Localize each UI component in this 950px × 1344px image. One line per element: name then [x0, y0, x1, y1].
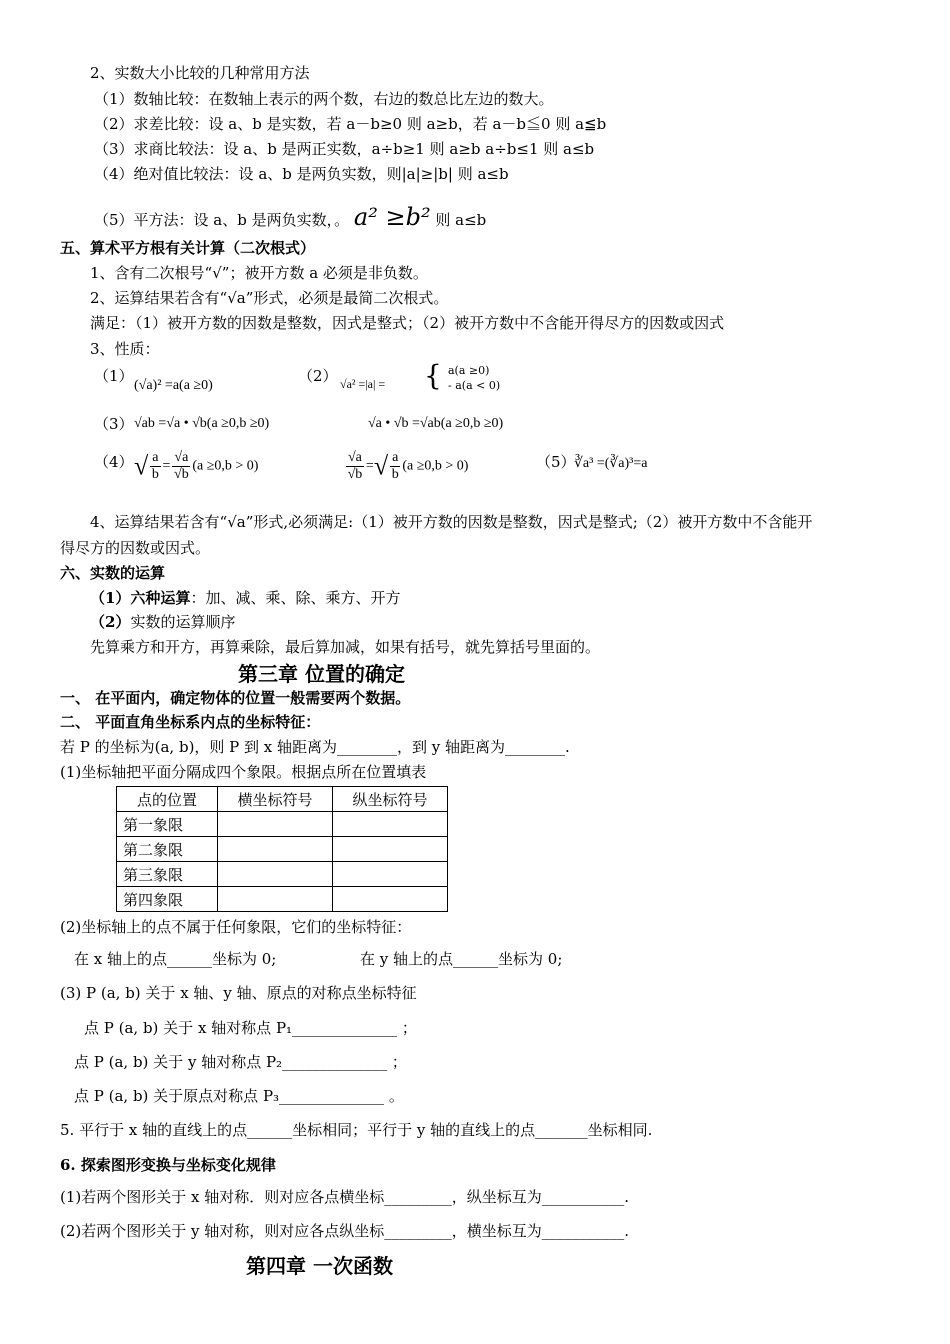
section-6-title: 六、实数的运算 — [60, 564, 166, 582]
table-cell: 第三象限 — [117, 862, 218, 887]
sqrt-icon: √ — [134, 451, 149, 481]
left-brace-icon: { — [424, 359, 442, 392]
property-3-label: （3） — [94, 415, 134, 433]
ch3-transform-y: (2)若两个图形关于 y 轴对称，则对应各点纵坐标_________，横坐标互为___________. — [60, 1222, 630, 1240]
ch3-axis-points: (2)坐标轴上的点不属于任何象限，它们的坐标特征： — [60, 918, 412, 936]
sec6-point-1-rest: ：加、减、乘、除、乘方、开方 — [190, 589, 401, 607]
compare-method-1: （1）数轴比较：在数轴上表示的两个数，右边的数总比左边的数大。 — [94, 90, 554, 108]
table-cell: 第二象限 — [117, 837, 218, 862]
property-2-formula: √a² =|a| = — [340, 377, 386, 391]
sec5-point-2: 2、运算结果若含有“√a”形式，必须是最简二次根式。 — [90, 289, 449, 307]
sec5-properties-title: 3、性质： — [90, 340, 160, 358]
case-negative: - a(a < 0) — [448, 379, 501, 392]
property-5-formula: ∛a³ =(∛a)³=a — [574, 456, 648, 471]
table-cell-blank[interactable] — [218, 887, 333, 912]
table-cell: 第一象限 — [117, 812, 218, 837]
compare-method-3: （3）求商比较法：设 a、b 是两正实数，a÷b≥1 则 a≥b a÷b≤1 则 a≤b — [94, 140, 595, 158]
sec5-point-4: 4、运算结果若含有“√a”形式,必须满足:（1）被开方数的因数是整数，因式是整式;（2）被开方数中不含能开 — [90, 513, 813, 531]
property-4-formula-a: √ $\frac{a}{b}$ = $\frac{√a}{√b}$ (a ≥0,b > 0) — [134, 450, 259, 482]
table-row — [117, 862, 448, 887]
ch3-parallel-lines: 5. 平行于 x 轴的直线上的点______坐标相同；平行于 y 轴的直线上的点_______坐标相同. — [60, 1121, 653, 1139]
ch3-section-1: 一、 在平面内，确定物体的位置一般需要两个数据。 — [60, 689, 411, 707]
chapter-3-title: 第三章 位置的确定 — [238, 662, 405, 686]
property-4b-condition: (a ≥0,b > 0) — [402, 458, 469, 474]
compare-method-5-post: 则 a≤b — [435, 211, 487, 229]
table-cell-blank[interactable] — [218, 812, 333, 837]
chapter-4-title: 第四章 一次函数 — [246, 1254, 393, 1278]
ch3-quadrant-intro: (1)坐标轴把平面分隔成四个象限。根据点所在位置填表 — [60, 763, 427, 781]
property-2-label: （2） — [298, 367, 338, 385]
sec6-point-1 — [90, 588, 400, 608]
sqrt-icon: √ — [373, 451, 389, 481]
ch3-x-axis-point: 在 x 轴上的点______坐标为 0; — [74, 950, 277, 968]
table-row — [117, 887, 448, 912]
property-4-label: （4） — [94, 453, 134, 471]
compare-method-2: （2）求差比较：设 a、b 是实数，若 a－b≥0 则 a≥b，若 a－b≦0 则 a≦b — [94, 115, 607, 133]
property-4-formula-b: $\frac{√a}{√b}$ =√ $\frac{a}{b}$ (a ≥0,b > 0) — [347, 450, 469, 482]
property-3-formula-a: √ab =√a • √b(a ≥0,b ≥0) — [134, 416, 270, 431]
table-header: 横坐标符号 — [218, 787, 333, 812]
sec5-point-1: 1、含有二次根号“√”；被开方数 a 必须是非负数。 — [90, 264, 428, 282]
ch3-y-axis-point: 在 y 轴上的点______坐标为 0; — [360, 950, 563, 968]
table-cell-blank[interactable] — [333, 887, 448, 912]
table-cell-blank[interactable] — [218, 862, 333, 887]
sec5-conditions: 满足：（1）被开方数的因数是整数，因式是整式；（2）被开方数中不含能开得尽方的因数或因式 — [90, 314, 725, 332]
table-row — [117, 837, 448, 862]
table-row — [117, 812, 448, 837]
compare-method-5-formula: a² ≥b² — [353, 203, 431, 231]
property-1-formula: (√a)² =a(a ≥0) — [134, 378, 213, 393]
table-header-row — [117, 787, 448, 812]
table-cell-blank[interactable] — [333, 862, 448, 887]
ch3-symmetry-intro: (3) P (a, b) 关于 x 轴、y 轴、原点的对称点坐标特征 — [60, 984, 417, 1002]
sec6-point-1-bold: （1）六种运算 — [90, 589, 191, 607]
compare-method-5-text: （5）平方法：设 a、b 是两负实数，。 — [94, 211, 350, 229]
ch3-symmetry-origin: 点 P (a, b) 关于原点对称点 P₃______________ 。 — [74, 1087, 404, 1105]
section-5-title: 五、算术平方根有关计算（二次根式） — [60, 239, 316, 257]
ch3-distance-line: 若 P 的坐标为(a, b)，则 P 到 x 轴距离为________，到 y 轴距离为________. — [60, 738, 570, 756]
sec6-point-3: 先算乘方和开方，再算乘除，最后算加减，如果有括号，就先算括号里面的。 — [90, 638, 601, 656]
ch3-symmetry-x: 点 P (a, b) 关于 x 轴对称点 P₁______________ ； — [84, 1019, 417, 1037]
sec6-point-2-rest: 实数的运算顺序 — [130, 613, 236, 631]
table-header: 点的位置 — [117, 787, 218, 812]
table-header: 纵坐标符号 — [333, 787, 448, 812]
ch3-transform-title: 6. 探索图形变换与坐标变化规律 — [60, 1156, 276, 1174]
compare-method-4: （4）绝对值比较法：设 a、b 是两负实数，则|a|≥|b| 则 a≤b — [94, 165, 509, 183]
property-3-formula-b: √a • √b =√ab(a ≥0,b ≥0) — [368, 416, 504, 431]
property-1-label: （1） — [94, 367, 134, 385]
sec5-point-4-cont: 得尽方的因数或因式。 — [60, 539, 211, 557]
ch3-symmetry-y: 点 P (a, b) 关于 y 轴对称点 P₂______________ ； — [74, 1053, 407, 1071]
sec6-point-2 — [90, 612, 235, 632]
ch3-section-2: 二、 平面直角坐标系内点的坐标特征： — [60, 713, 321, 731]
table-cell: 第四象限 — [117, 887, 218, 912]
quadrant-table — [116, 786, 448, 912]
table-cell-blank[interactable] — [333, 837, 448, 862]
compare-title: 2、实数大小比较的几种常用方法 — [90, 64, 310, 82]
property-5-label: （5） — [536, 453, 576, 471]
property-4a-condition: (a ≥0,b > 0) — [192, 458, 259, 474]
compare-method-5 — [94, 203, 486, 234]
table-cell-blank[interactable] — [333, 812, 448, 837]
ch3-transform-x: (1)若两个图形关于 x 轴对称．则对应各点横坐标_________，纵坐标互为___________. — [60, 1188, 630, 1206]
sec6-point-2-bold: （2） — [90, 613, 131, 631]
table-cell-blank[interactable] — [218, 837, 333, 862]
case-nonnegative: a(a ≥0) — [448, 364, 490, 377]
